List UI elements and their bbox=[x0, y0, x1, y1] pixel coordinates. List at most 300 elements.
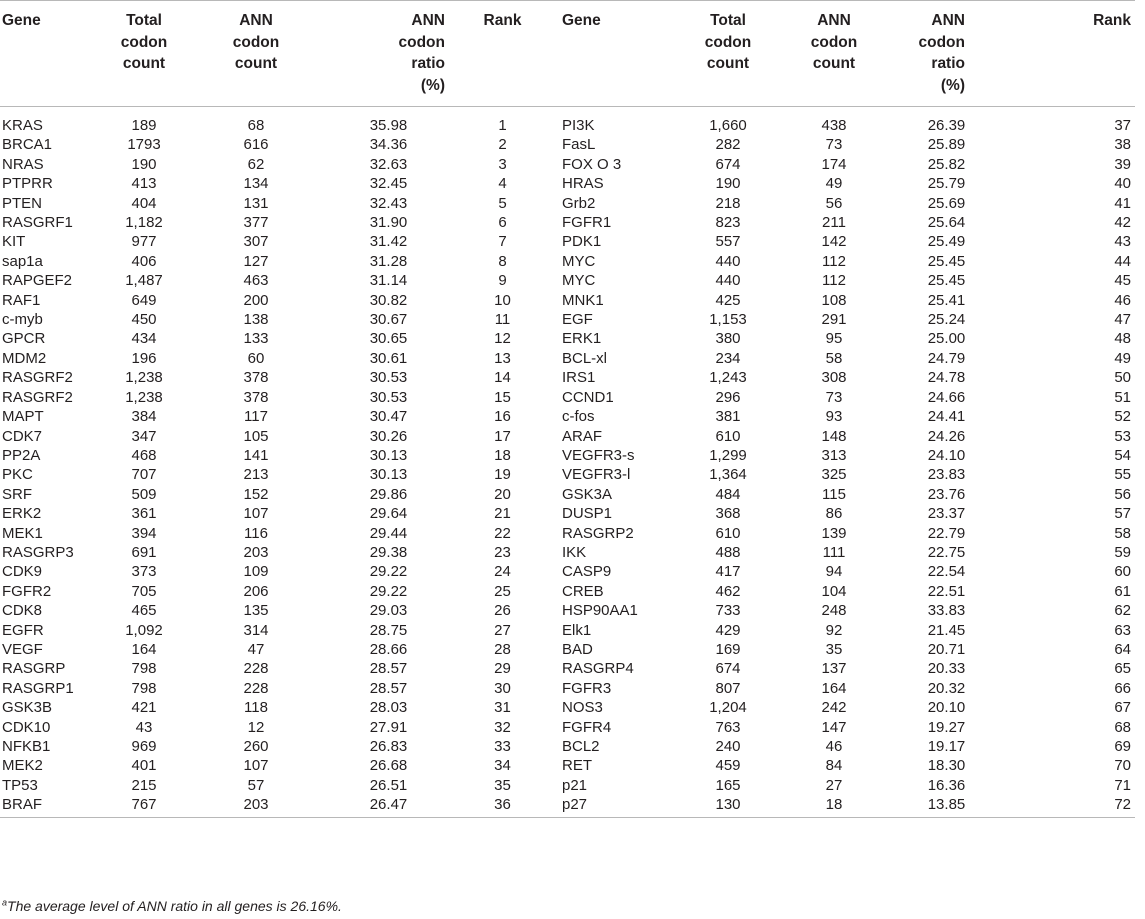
cell-ann-right: 104 bbox=[821, 582, 847, 600]
cell-rank-right: 62 bbox=[1114, 602, 1131, 620]
cell-ratio-right: 25.41 bbox=[927, 291, 966, 309]
cell-ratio-left: 27.91 bbox=[369, 718, 408, 736]
cell-rank-left: 26 bbox=[494, 602, 511, 620]
cell-total-left: 434 bbox=[131, 330, 157, 348]
cell-rank-right: 54 bbox=[1114, 446, 1131, 464]
cell-gene-left: EGFR bbox=[2, 621, 44, 639]
cell-gene-left: FGFR2 bbox=[2, 582, 52, 600]
cell-total-right: 610 bbox=[715, 524, 741, 542]
table-row bbox=[0, 407, 1135, 426]
cell-ann-left: 260 bbox=[243, 738, 269, 755]
cell-total-right: 368 bbox=[715, 505, 741, 523]
cell-ratio-left: 35.98 bbox=[369, 117, 408, 134]
cell-gene-right: Elk1 bbox=[562, 621, 592, 639]
cell-rank-left: 25 bbox=[494, 582, 511, 600]
cell-ann-right: 242 bbox=[821, 699, 847, 717]
cell-ann-left: 314 bbox=[243, 621, 269, 639]
cell-rank-right: 63 bbox=[1114, 621, 1131, 639]
header-line: codon bbox=[120, 33, 168, 51]
table-row bbox=[0, 640, 1135, 659]
cell-total-left: 509 bbox=[131, 485, 157, 503]
cell-gene-right: RASGRP2 bbox=[562, 524, 634, 542]
cell-ratio-right: 20.33 bbox=[927, 660, 966, 678]
cell-ann-right: 148 bbox=[821, 427, 847, 445]
cell-rank-right: 46 bbox=[1114, 291, 1131, 309]
cell-rank-right: 59 bbox=[1114, 543, 1131, 561]
cell-ratio-right: 22.75 bbox=[927, 543, 966, 561]
cell-total-right: 440 bbox=[715, 272, 741, 290]
header-total-codon-count-right bbox=[678, 1, 778, 107]
cell-rank-left: 32 bbox=[494, 718, 511, 736]
cell-rank-left: 13 bbox=[494, 349, 511, 367]
cell-gene-left: PTPRR bbox=[2, 175, 53, 193]
cell-gene-right: PDK1 bbox=[562, 233, 602, 251]
cell-ann-left: 118 bbox=[244, 699, 268, 717]
cell-rank-right: 51 bbox=[1114, 388, 1131, 406]
header-line: codon bbox=[398, 33, 445, 51]
cell-ann-right: 115 bbox=[822, 485, 846, 503]
cell-rank-right: 67 bbox=[1114, 699, 1131, 717]
cell-total-right: 488 bbox=[715, 543, 741, 561]
header-line: Gene bbox=[562, 12, 601, 29]
cell-ann-left: 131 bbox=[243, 194, 269, 212]
cell-gene-right: MYC bbox=[562, 272, 596, 290]
cell-gene-left: BRAF bbox=[2, 796, 43, 814]
table-row bbox=[0, 679, 1135, 698]
cell-total-left: 1,092 bbox=[125, 621, 163, 639]
cell-gene-right: BAD bbox=[562, 640, 593, 658]
cell-ann-left: 206 bbox=[243, 582, 269, 600]
cell-rank-left: 29 bbox=[494, 660, 511, 678]
cell-ratio-right: 24.66 bbox=[927, 388, 966, 406]
cell-ann-left: 200 bbox=[243, 291, 269, 309]
cell-rank-left: 31 bbox=[494, 699, 511, 717]
cell-rank-right: 53 bbox=[1114, 427, 1131, 445]
cell-gene-left: CDK9 bbox=[2, 563, 43, 581]
cell-total-right: 190 bbox=[715, 175, 741, 193]
cell-ann-left: 135 bbox=[243, 602, 269, 620]
cell-total-right: 425 bbox=[715, 291, 741, 309]
cell-total-left: 164 bbox=[131, 640, 157, 658]
table-row bbox=[0, 349, 1135, 368]
table-row bbox=[0, 737, 1135, 756]
cell-total-right: 165 bbox=[715, 776, 741, 794]
cell-rank-right: 41 bbox=[1114, 194, 1131, 212]
cell-ratio-right: 18.30 bbox=[927, 757, 966, 775]
cell-gene-left: PP2A bbox=[2, 446, 41, 464]
header-line: count bbox=[812, 55, 856, 72]
cell-ann-right: 46 bbox=[825, 738, 843, 755]
cell-gene-right: RASGRP4 bbox=[562, 660, 634, 678]
header-line: ANN bbox=[239, 12, 273, 29]
cell-gene-right: HRAS bbox=[562, 175, 604, 193]
cell-total-right: 1,204 bbox=[709, 699, 747, 717]
cell-ratio-right: 24.78 bbox=[927, 369, 966, 387]
cell-gene-right: IKK bbox=[562, 543, 587, 561]
table-footnote bbox=[2, 898, 342, 914]
table-row bbox=[0, 174, 1135, 193]
cell-gene-right: BCL2 bbox=[562, 738, 600, 755]
header-rank-right bbox=[1023, 1, 1135, 107]
table-row bbox=[0, 698, 1135, 717]
cell-gene-left: MEK1 bbox=[2, 524, 43, 542]
cell-ratio-right: 24.41 bbox=[927, 408, 966, 426]
cell-gene-right: c-fos bbox=[562, 408, 595, 426]
cell-ann-right: 438 bbox=[821, 117, 847, 134]
cell-ratio-right: 25.64 bbox=[927, 214, 966, 232]
cell-rank-left: 22 bbox=[494, 524, 511, 542]
cell-total-right: 484 bbox=[715, 485, 741, 503]
cell-rank-right: 50 bbox=[1114, 369, 1131, 387]
cell-ann-right: 73 bbox=[825, 136, 843, 154]
table-row bbox=[0, 659, 1135, 678]
header-total-codon-count-left bbox=[88, 1, 200, 107]
cell-ann-right: 142 bbox=[821, 233, 847, 251]
header-line: Total bbox=[710, 12, 746, 29]
cell-total-right: 1,299 bbox=[709, 446, 747, 464]
cell-gene-right: FOX O 3 bbox=[562, 155, 622, 173]
cell-ann-right: 86 bbox=[825, 505, 843, 523]
cell-rank-right: 48 bbox=[1114, 330, 1131, 348]
cell-rank-right: 39 bbox=[1114, 155, 1131, 173]
cell-gene-left: sap1a bbox=[2, 252, 43, 270]
cell-ratio-left: 32.45 bbox=[369, 175, 408, 193]
cell-total-right: 674 bbox=[715, 660, 741, 678]
cell-gene-left: RAF1 bbox=[2, 291, 41, 309]
cell-ann-left: 116 bbox=[244, 524, 268, 542]
cell-ann-left: 377 bbox=[243, 214, 269, 232]
table-row bbox=[0, 756, 1135, 775]
cell-gene-left: KRAS bbox=[2, 117, 43, 134]
cell-ann-left: 141 bbox=[243, 446, 269, 464]
cell-total-right: 1,243 bbox=[709, 369, 747, 387]
cell-ratio-left: 29.22 bbox=[369, 582, 408, 600]
cell-ann-right: 111 bbox=[822, 543, 846, 561]
cell-total-right: 1,153 bbox=[709, 311, 747, 329]
table-row bbox=[0, 427, 1135, 446]
cell-total-left: 798 bbox=[131, 679, 157, 697]
cell-ann-left: 60 bbox=[247, 349, 265, 367]
cell-ann-left: 107 bbox=[243, 505, 269, 523]
cell-total-left: 43 bbox=[135, 718, 153, 736]
cell-ratio-left: 30.13 bbox=[369, 466, 408, 484]
cell-rank-left: 16 bbox=[494, 408, 511, 426]
cell-ratio-left: 30.26 bbox=[369, 427, 408, 445]
table-row bbox=[0, 252, 1135, 271]
cell-rank-left: 15 bbox=[494, 388, 511, 406]
cell-total-left: 401 bbox=[131, 757, 157, 775]
cell-total-left: 465 bbox=[131, 602, 157, 620]
cell-ratio-right: 20.71 bbox=[927, 640, 966, 658]
header-line: codon bbox=[810, 33, 858, 51]
cell-gene-left: MAPT bbox=[2, 408, 44, 426]
cell-ann-left: 57 bbox=[247, 776, 265, 794]
cell-gene-right: FGFR3 bbox=[562, 679, 612, 697]
cell-ratio-left: 31.14 bbox=[369, 272, 408, 290]
cell-rank-left: 21 bbox=[494, 505, 511, 523]
cell-gene-right: FGFR4 bbox=[562, 718, 612, 736]
cell-ratio-right: 19.27 bbox=[927, 718, 966, 736]
cell-total-left: 707 bbox=[131, 466, 157, 484]
cell-ann-left: 463 bbox=[243, 272, 269, 290]
cell-gene-left: GPCR bbox=[2, 330, 46, 348]
cell-ratio-right: 23.37 bbox=[927, 505, 966, 523]
cell-ratio-left: 26.68 bbox=[369, 757, 408, 775]
cell-ratio-right: 26.39 bbox=[927, 117, 966, 134]
cell-total-right: 417 bbox=[715, 563, 741, 581]
cell-ann-left: 68 bbox=[247, 117, 265, 134]
cell-ann-left: 127 bbox=[243, 252, 269, 270]
footnote-text: The average level of ANN ratio in all genes is 26.16%. bbox=[7, 898, 342, 914]
cell-total-left: 1,238 bbox=[125, 388, 163, 406]
cell-gene-right: FasL bbox=[562, 136, 596, 154]
header-line: Rank bbox=[483, 12, 522, 29]
cell-rank-left: 20 bbox=[494, 485, 511, 503]
cell-gene-left: NFKB1 bbox=[2, 738, 51, 755]
cell-gene-right: CASP9 bbox=[562, 563, 612, 581]
cell-ratio-left: 31.42 bbox=[369, 233, 408, 251]
table-row bbox=[0, 271, 1135, 290]
cell-ann-right: 95 bbox=[825, 330, 843, 348]
table-row bbox=[0, 310, 1135, 329]
table-row bbox=[0, 368, 1135, 387]
cell-total-left: 649 bbox=[131, 291, 157, 309]
cell-gene-left: KIT bbox=[2, 233, 26, 251]
cell-gene-right: BCL-xl bbox=[562, 349, 608, 367]
cell-ann-right: 147 bbox=[821, 718, 847, 736]
table-row bbox=[0, 465, 1135, 484]
table-row bbox=[0, 795, 1135, 817]
cell-ratio-left: 30.67 bbox=[369, 311, 408, 329]
cell-rank-left: 19 bbox=[494, 466, 511, 484]
cell-ratio-right: 25.45 bbox=[927, 252, 966, 270]
header-line: count bbox=[122, 55, 166, 72]
cell-ratio-right: 25.79 bbox=[927, 175, 966, 193]
table-row bbox=[0, 524, 1135, 543]
cell-total-right: 1,364 bbox=[709, 466, 747, 484]
cell-gene-left: c-myb bbox=[2, 311, 43, 329]
cell-total-right: 296 bbox=[715, 388, 741, 406]
cell-ratio-left: 29.64 bbox=[369, 505, 408, 523]
header-ann-codon-count-left bbox=[200, 1, 312, 107]
cell-rank-left: 23 bbox=[494, 543, 511, 561]
cell-ann-left: 12 bbox=[247, 718, 265, 736]
table-row bbox=[0, 213, 1135, 232]
cell-ratio-right: 33.83 bbox=[927, 602, 966, 620]
cell-rank-left: 4 bbox=[498, 175, 507, 193]
cell-ann-right: 174 bbox=[821, 155, 847, 173]
cell-rank-left: 36 bbox=[494, 796, 511, 814]
cell-total-left: 421 bbox=[131, 699, 157, 717]
table-row bbox=[0, 388, 1135, 407]
cell-rank-right: 47 bbox=[1114, 311, 1131, 329]
table-row bbox=[0, 562, 1135, 581]
cell-rank-right: 49 bbox=[1114, 349, 1131, 367]
cell-gene-left: VEGF bbox=[2, 640, 43, 658]
header-line: ratio bbox=[931, 55, 965, 72]
cell-total-right: 674 bbox=[715, 155, 741, 173]
cell-total-left: 404 bbox=[131, 194, 157, 212]
cell-ratio-left: 32.43 bbox=[369, 194, 408, 212]
cell-ratio-left: 26.83 bbox=[369, 738, 408, 755]
cell-gene-right: ARAF bbox=[562, 427, 603, 445]
cell-ann-right: 94 bbox=[825, 563, 843, 581]
cell-ann-left: 152 bbox=[243, 485, 269, 503]
cell-rank-right: 70 bbox=[1114, 757, 1131, 775]
cell-rank-left: 9 bbox=[498, 272, 507, 290]
cell-rank-right: 71 bbox=[1114, 776, 1131, 794]
cell-ratio-left: 28.57 bbox=[369, 660, 408, 678]
cell-ann-right: 139 bbox=[821, 524, 847, 542]
cell-gene-left: MDM2 bbox=[2, 349, 47, 367]
cell-ratio-right: 25.24 bbox=[927, 311, 966, 329]
cell-ratio-right: 21.45 bbox=[927, 621, 966, 639]
cell-rank-right: 61 bbox=[1114, 582, 1131, 600]
cell-ann-left: 47 bbox=[247, 640, 265, 658]
cell-gene-right: MYC bbox=[562, 252, 596, 270]
cell-rank-left: 24 bbox=[494, 563, 511, 581]
cell-ann-left: 117 bbox=[244, 408, 268, 426]
cell-ann-left: 213 bbox=[243, 466, 269, 484]
cell-total-right: 440 bbox=[715, 252, 741, 270]
cell-rank-right: 60 bbox=[1114, 563, 1131, 581]
table-row bbox=[0, 135, 1135, 154]
cell-gene-left: RASGRF2 bbox=[2, 388, 73, 406]
header-line: ratio bbox=[411, 55, 445, 72]
cell-ratio-right: 13.85 bbox=[927, 796, 966, 814]
cell-ratio-right: 25.00 bbox=[927, 330, 966, 348]
cell-ratio-left: 29.86 bbox=[369, 485, 408, 503]
cell-rank-right: 69 bbox=[1114, 738, 1131, 755]
cell-ann-right: 49 bbox=[825, 175, 843, 193]
cell-gene-left: RASGRP3 bbox=[2, 543, 74, 561]
cell-total-right: 733 bbox=[715, 602, 741, 620]
cell-total-left: 450 bbox=[131, 311, 157, 329]
cell-ratio-left: 29.03 bbox=[369, 602, 408, 620]
cell-total-left: 347 bbox=[131, 427, 157, 445]
cell-total-left: 215 bbox=[131, 776, 157, 794]
cell-gene-left: ERK2 bbox=[2, 505, 42, 523]
cell-ann-right: 56 bbox=[825, 194, 843, 212]
cell-ann-right: 93 bbox=[825, 408, 843, 426]
cell-ratio-right: 22.54 bbox=[927, 563, 966, 581]
table-row bbox=[0, 194, 1135, 213]
cell-ann-right: 73 bbox=[825, 388, 843, 406]
cell-gene-left: PTEN bbox=[2, 194, 43, 212]
cell-total-right: 429 bbox=[715, 621, 741, 639]
cell-ratio-right: 23.76 bbox=[927, 485, 966, 503]
cell-total-right: 240 bbox=[715, 738, 741, 755]
cell-ratio-right: 20.32 bbox=[927, 679, 966, 697]
cell-rank-left: 28 bbox=[494, 640, 511, 658]
cell-total-left: 190 bbox=[131, 155, 157, 173]
header-line: codon bbox=[232, 33, 280, 51]
cell-total-left: 1,487 bbox=[125, 272, 163, 290]
cell-total-left: 798 bbox=[131, 660, 157, 678]
cell-total-right: 1,660 bbox=[709, 117, 747, 134]
cell-ratio-right: 25.89 bbox=[927, 136, 966, 154]
cell-total-left: 406 bbox=[131, 252, 157, 270]
cell-gene-left: MEK2 bbox=[2, 757, 43, 775]
cell-rank-left: 2 bbox=[498, 136, 507, 154]
cell-rank-right: 64 bbox=[1114, 640, 1131, 658]
cell-ratio-right: 25.45 bbox=[927, 272, 966, 290]
cell-rank-right: 66 bbox=[1114, 679, 1131, 697]
cell-ann-left: 228 bbox=[243, 660, 269, 678]
cell-total-left: 468 bbox=[131, 446, 157, 464]
cell-ann-right: 84 bbox=[825, 757, 843, 775]
cell-total-left: 691 bbox=[131, 543, 157, 561]
header-line: Rank bbox=[1093, 12, 1131, 29]
cell-ratio-right: 22.79 bbox=[927, 524, 966, 542]
cell-ratio-left: 32.63 bbox=[369, 155, 408, 173]
cell-gene-right: CREB bbox=[562, 582, 604, 600]
cell-ann-right: 308 bbox=[821, 369, 847, 387]
cell-total-left: 384 bbox=[131, 408, 157, 426]
cell-ratio-right: 20.10 bbox=[927, 699, 966, 717]
header-ann-codon-ratio-right bbox=[890, 1, 1023, 107]
cell-total-right: 557 bbox=[715, 233, 741, 251]
cell-ratio-left: 31.90 bbox=[369, 214, 408, 232]
cell-gene-left: CDK7 bbox=[2, 427, 43, 445]
cell-total-left: 977 bbox=[131, 233, 157, 251]
cell-ratio-left: 30.61 bbox=[369, 349, 408, 367]
cell-gene-left: CDK10 bbox=[2, 718, 51, 736]
cell-total-left: 1,238 bbox=[125, 369, 163, 387]
cell-ann-right: 27 bbox=[825, 776, 843, 794]
cell-ann-right: 137 bbox=[821, 660, 847, 678]
cell-ann-right: 58 bbox=[825, 349, 843, 367]
cell-rank-left: 17 bbox=[494, 427, 511, 445]
cell-ann-left: 378 bbox=[243, 369, 269, 387]
cell-ann-right: 291 bbox=[821, 311, 847, 329]
cell-rank-left: 12 bbox=[494, 330, 511, 348]
cell-gene-right: EGF bbox=[562, 311, 593, 329]
cell-gene-left: RAPGEF2 bbox=[2, 272, 73, 290]
table-row bbox=[0, 232, 1135, 251]
cell-ratio-left: 30.53 bbox=[369, 388, 408, 406]
cell-ann-left: 107 bbox=[243, 757, 269, 775]
cell-rank-left: 14 bbox=[494, 369, 511, 387]
cell-ann-right: 92 bbox=[825, 621, 843, 639]
cell-ratio-right: 23.83 bbox=[927, 466, 966, 484]
table-body bbox=[0, 107, 1135, 818]
header-line: Gene bbox=[2, 12, 41, 29]
cell-ratio-left: 30.82 bbox=[369, 291, 408, 309]
table-row bbox=[0, 601, 1135, 620]
cell-total-right: 130 bbox=[715, 796, 741, 814]
cell-ratio-left: 26.51 bbox=[369, 776, 408, 794]
cell-gene-left: SRF bbox=[2, 485, 32, 503]
header-line: (%) bbox=[420, 76, 445, 94]
cell-rank-right: 58 bbox=[1114, 524, 1131, 542]
cell-ann-right: 313 bbox=[821, 446, 847, 464]
cell-rank-left: 30 bbox=[494, 679, 511, 697]
cell-total-right: 823 bbox=[715, 214, 741, 232]
cell-ratio-left: 31.28 bbox=[369, 252, 408, 270]
cell-total-left: 413 bbox=[131, 175, 157, 193]
cell-gene-right: RET bbox=[562, 757, 592, 775]
table-header bbox=[0, 1, 1135, 107]
cell-total-right: 763 bbox=[715, 718, 741, 736]
cell-gene-right: NOS3 bbox=[562, 699, 603, 717]
cell-total-right: 282 bbox=[715, 136, 741, 154]
cell-rank-left: 34 bbox=[494, 757, 511, 775]
cell-rank-left: 1 bbox=[498, 117, 507, 134]
cell-ann-right: 248 bbox=[821, 602, 847, 620]
cell-ann-left: 105 bbox=[243, 427, 269, 445]
cell-gene-left: RASGRP1 bbox=[2, 679, 74, 697]
